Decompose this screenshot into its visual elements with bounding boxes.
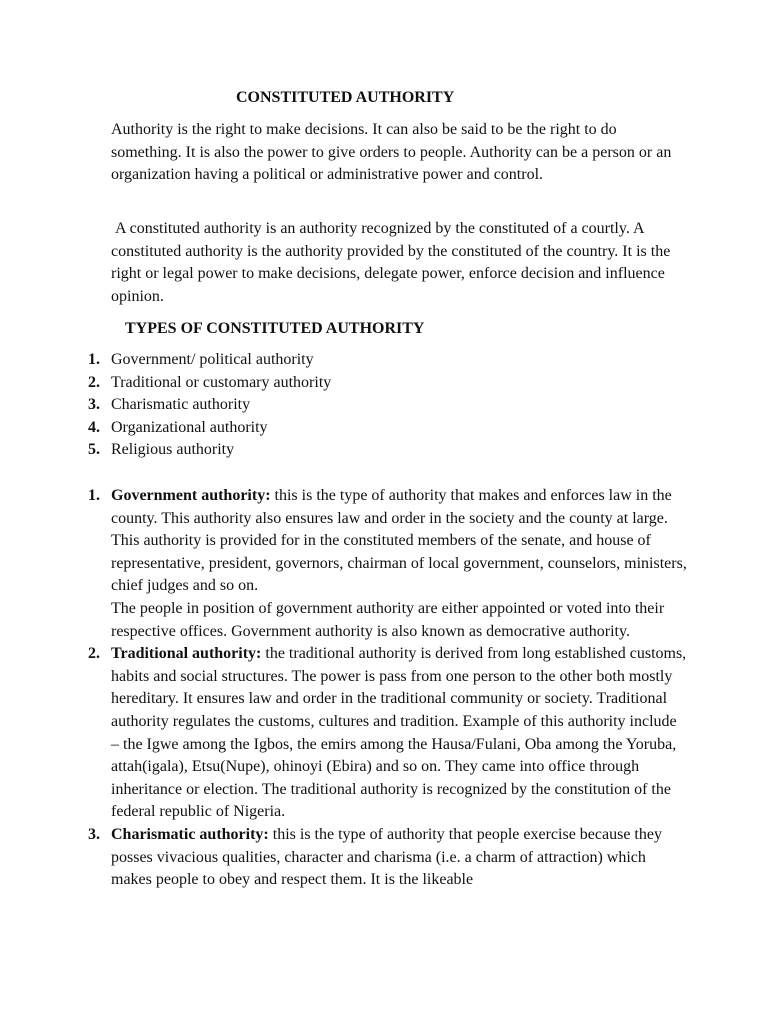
intro-paragraph: Authority is the right to make decisions. It can also be said to be the right to do something. It is also the power to give orders to people. Authority can be a person or an organization having a political or administrative power and control. — [111, 121, 672, 184]
list-item-label: Traditional or customary authority — [111, 373, 332, 391]
detail-body — [111, 485, 688, 643]
list-number: 4. — [88, 418, 100, 436]
list-number: 1. — [88, 487, 100, 504]
list-number: 3. — [88, 396, 100, 414]
list-number: 3. — [88, 825, 100, 843]
list-number: 2. — [88, 373, 100, 391]
list-item — [88, 439, 688, 462]
definition-paragraph: A constituted authority is an authority recognized by the constituted of a courtly. A constituted authority is the authority provided by the constituted of the country. It is the right or legal power to make decisions, delegate power, enforce decision and influence opinion. — [111, 220, 671, 305]
detail-item-charismatic — [88, 824, 688, 892]
document-title: CONSTITUTED AUTHORITY — [236, 89, 455, 106]
list-number: 5. — [88, 441, 100, 459]
detail-body — [111, 824, 688, 892]
detail-item-traditional — [88, 643, 688, 824]
list-item-label: Organizational authority — [111, 418, 268, 436]
detail-text: this is the type of authority that makes and enforces law in the county. This authority also ensures law and order in the society and the county at large. This authority is provided for in the constituted members of the senate, and house of representative, president, governors, chairman of local government, counselors, ministers, chief judges and so on. — [111, 487, 687, 595]
detail-text: this is the type of authority that people exercise because they posses vivacious qualities, character and charisma (i.e. a charm of attraction) which makes people to obey and respect them. It is the likeable — [111, 825, 662, 889]
list-number: 2. — [88, 645, 100, 663]
detail-term: Government authority: — [111, 487, 271, 504]
list-item-label: Government/ political authority — [111, 351, 314, 368]
list-item — [88, 349, 688, 372]
detail-term: Charismatic authority: — [111, 825, 269, 843]
list-item-label: Charismatic authority — [111, 396, 251, 414]
types-heading: TYPES OF CONSTITUTED AUTHORITY — [125, 320, 425, 337]
detail-body — [111, 643, 688, 824]
detail-extra-text: The people in position of government authority are either appointed or voted into their respective offices. Government authority is also known as democrative authority. — [111, 599, 665, 640]
list-item-label: Religious authority — [111, 441, 235, 459]
list-number: 1. — [88, 351, 100, 368]
detail-term: Traditional authority: — [111, 645, 262, 663]
list-item — [88, 417, 688, 440]
list-item — [88, 372, 688, 395]
details-list — [88, 485, 688, 892]
detail-text: the traditional authority is derived from long established customs, habits and social structures. The power is pass from one person to the other both mostly hereditary. It ensures law and order in the traditional community or society. Traditional authority regulates the customs, cultures and tradition. Example of this authority include – the Igwe among the Igbos, the emirs among the Hausa/Fulani, Oba among the Yoruba, attah(igala), Etsu(Nupe), ohinoyi (Ebira) and so on. They came into office through inheritance or election. The traditional authority is recognized by the constitution of the federal republic of Nigeria. — [111, 645, 687, 821]
detail-item-government — [88, 485, 688, 643]
list-item — [88, 394, 688, 417]
types-list — [88, 349, 688, 462]
